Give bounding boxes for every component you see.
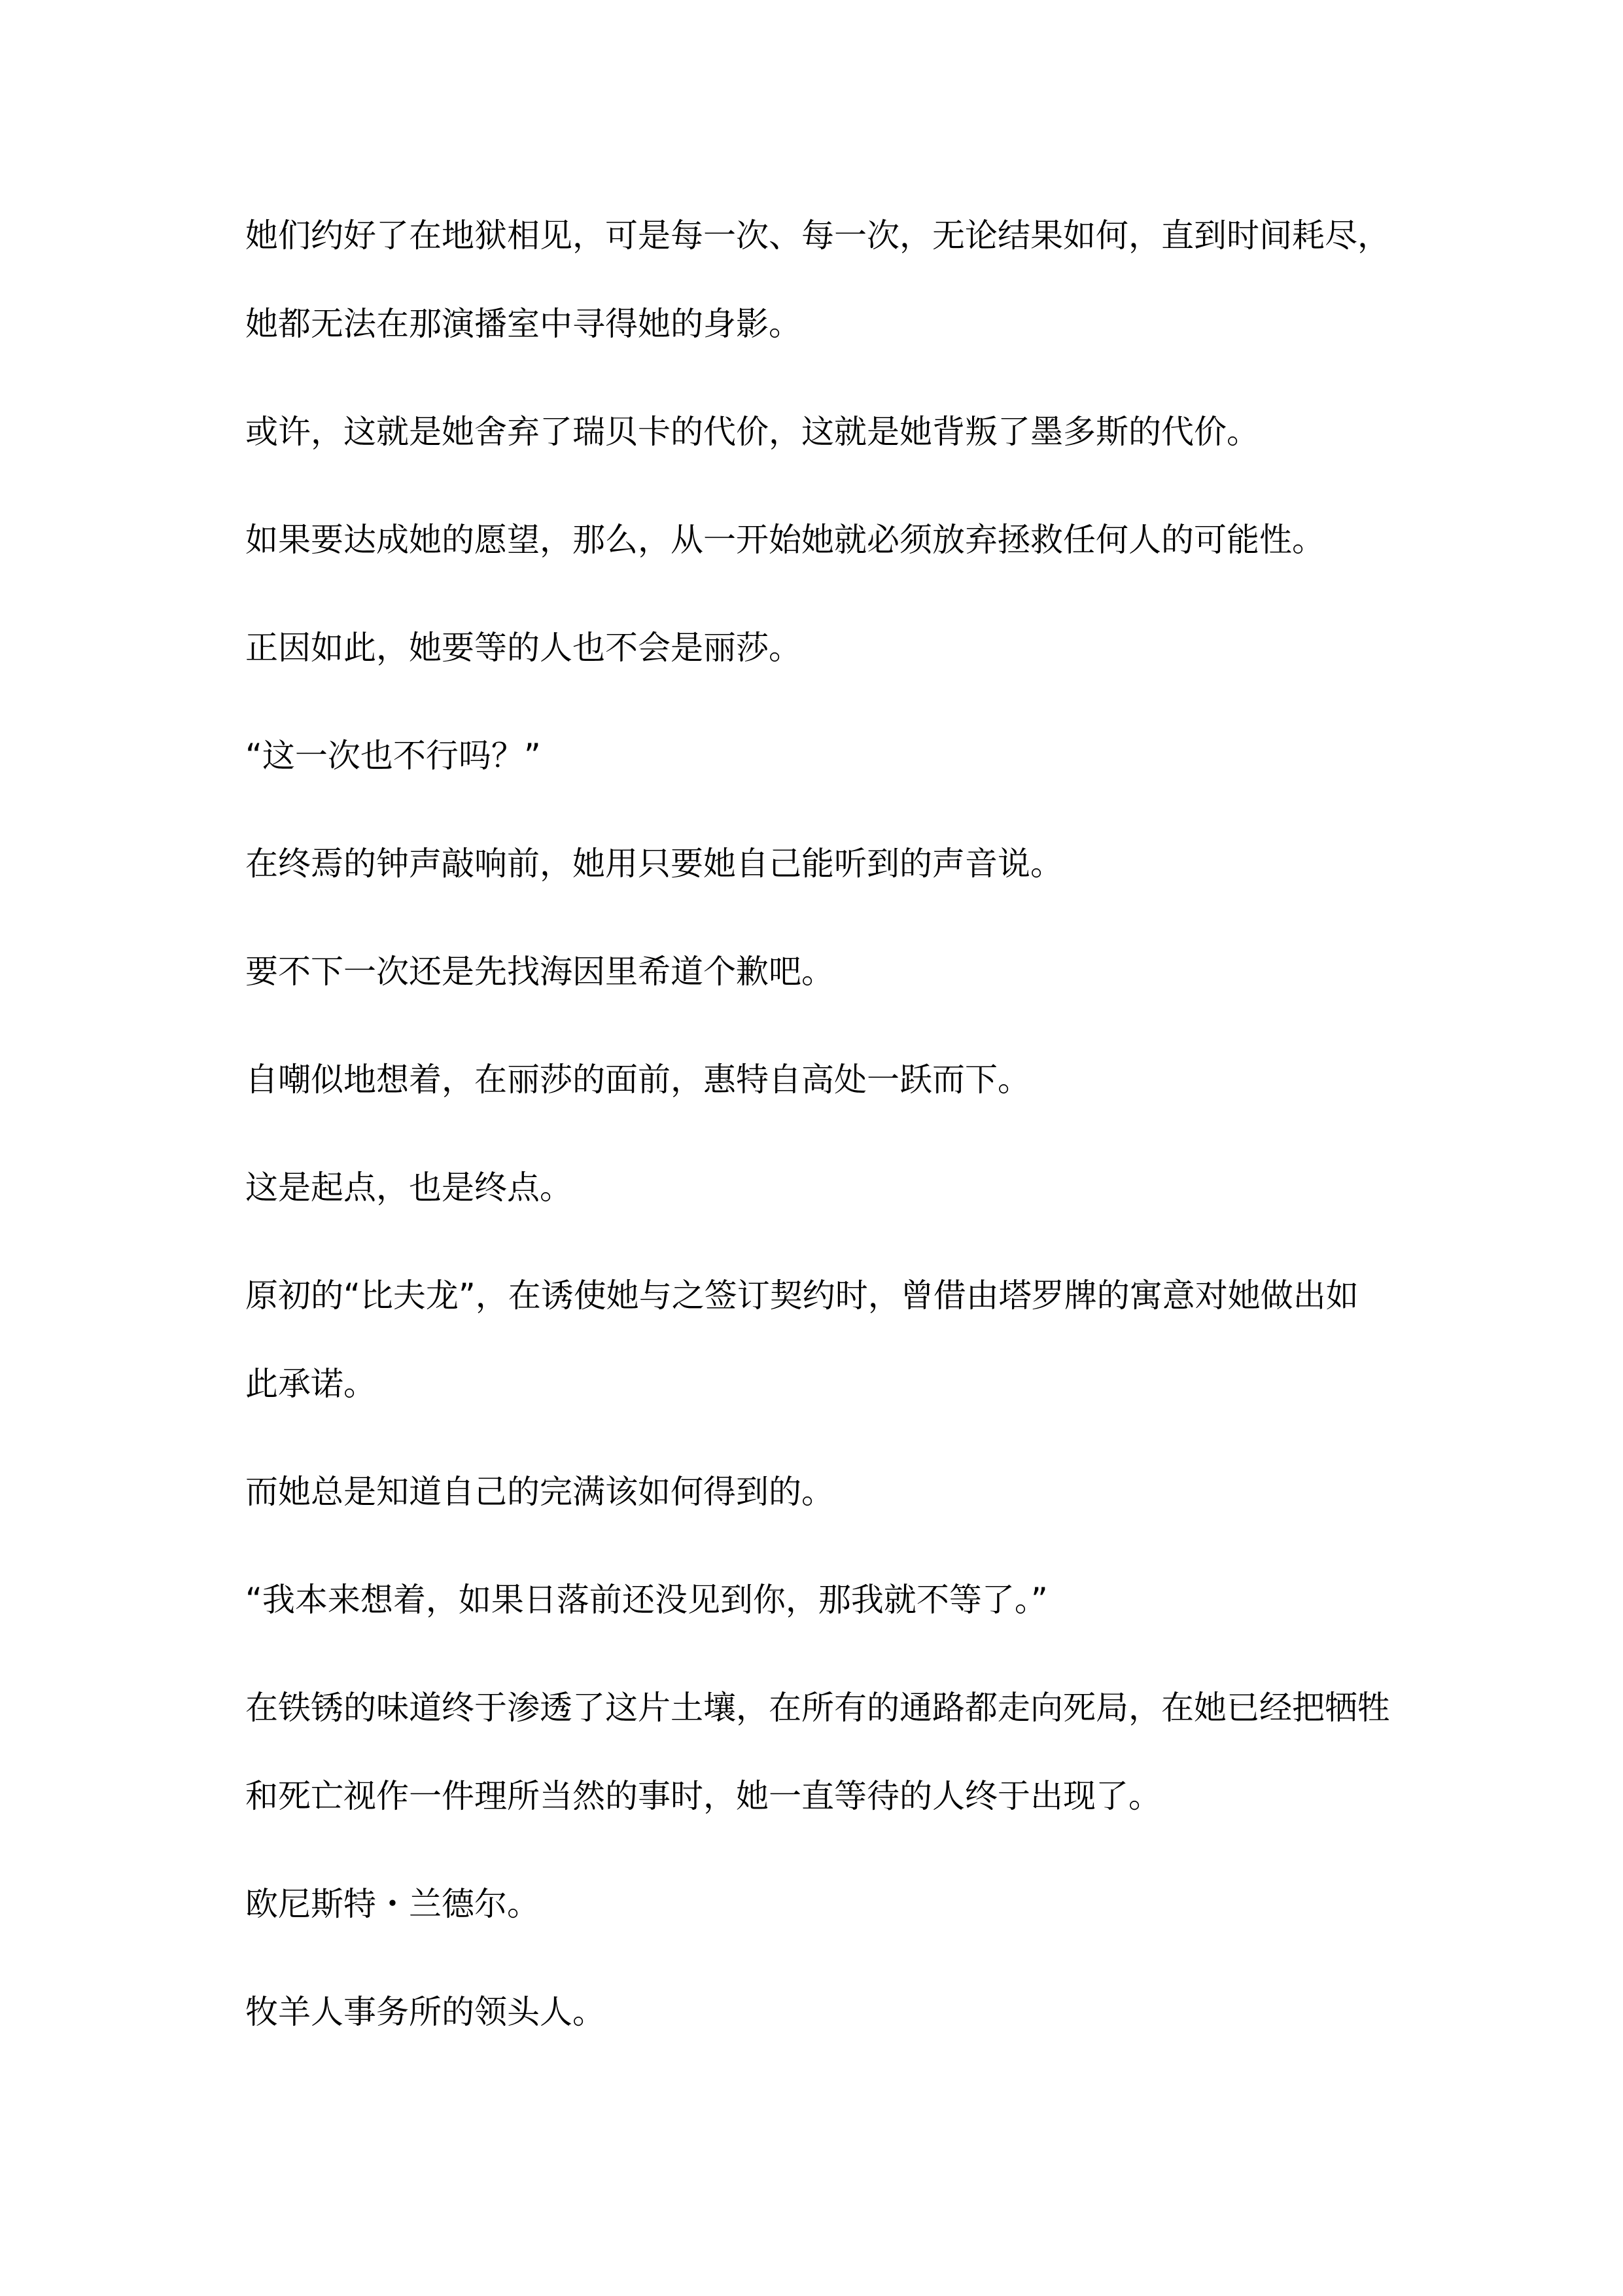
text-line: 正因如此，她要等的人也不会是丽莎。 — [245, 629, 801, 667]
text-line: 牧羊人事务所的领头人。 — [245, 1993, 605, 2031]
text-line: 原初的“比夫龙”，在诱使她与之签订契约时，曾借由塔罗牌的寓意对她做出如 — [245, 1277, 1359, 1315]
text-line: 她都无法在那演播室中寻得她的身影。 — [245, 305, 801, 343]
text-line: “这一次也不行吗？” — [245, 737, 541, 775]
text-line: 这是起点，也是终点。 — [245, 1169, 572, 1207]
text-line: 和死亡视作一件理所当然的事时，她一直等待的人终于出现了。 — [245, 1777, 1161, 1815]
text-line: 她们约好了在地狱相见，可是每一次、每一次，无论结果如何，直到时间耗尽， — [245, 217, 1390, 255]
text-line: 在铁锈的味道终于渗透了这片土壤，在所有的通路都走向死局，在她已经把牺牲 — [245, 1689, 1390, 1727]
text-line: 自嘲似地想着，在丽莎的面前，惠特自高处一跃而下。 — [245, 1061, 1030, 1099]
text-line: 在终焉的钟声敲响前，她用只要她自己能听到的声音说。 — [245, 845, 1063, 883]
text-line: 此承诺。 — [245, 1365, 376, 1403]
text-line: 欧尼斯特・兰德尔。 — [245, 1885, 540, 1923]
text-line: 如果要达成她的愿望，那么，从一开始她就必须放弃拯救任何人的可能性。 — [245, 521, 1325, 559]
text-line: 或许，这就是她舍弃了瑞贝卡的代价，这就是她背叛了墨多斯的代价。 — [245, 413, 1259, 451]
text-line: “我本来想着，如果日落前还没见到你，那我就不等了。” — [245, 1581, 1048, 1619]
text-line: 要不下一次还是先找海因里希道个歉吧。 — [245, 953, 834, 991]
text-line: 而她总是知道自己的完满该如何得到的。 — [245, 1473, 834, 1511]
